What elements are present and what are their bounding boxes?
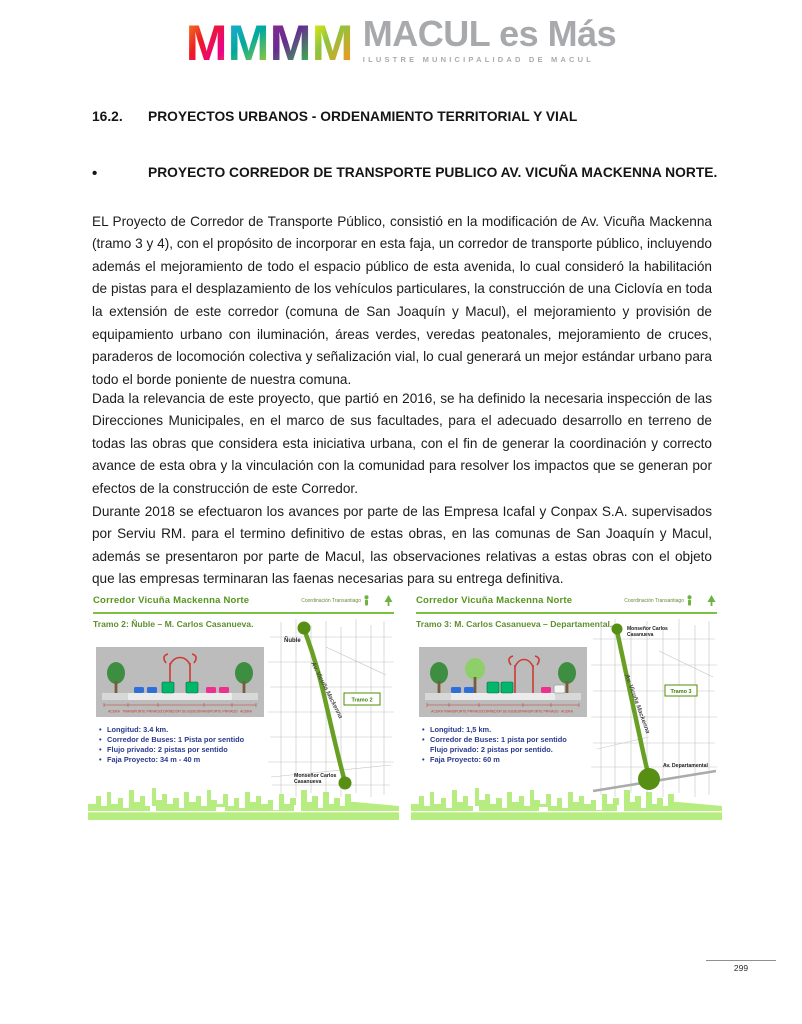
credit-text: Coordinación Transantiago	[301, 597, 361, 604]
spec-item: • Corredor de Buses: 1 pista por sentido	[421, 735, 586, 745]
logo-letter-m3: M	[269, 15, 312, 66]
footer-rule	[706, 960, 776, 961]
brand-title: MACUL es Más	[362, 13, 617, 54]
divider	[93, 612, 394, 614]
figure-subtitle: Tramo 2: Ñuble – M. Carlos Casanueva.	[93, 619, 254, 629]
municipality-logo	[186, 14, 616, 66]
xsec-label: TRANSPORTE PRIVADO	[443, 709, 483, 714]
figure-credit	[301, 595, 394, 606]
route-map	[266, 617, 396, 799]
map-end-label: Monseñor Carlos Casanueva	[294, 773, 337, 785]
tree-icon	[706, 595, 717, 606]
project-heading	[92, 165, 722, 182]
paragraph-3: Durante 2018 se efectuaron los avances por parte de las Empresa Icafal y Conpax S.A. supervisados por Serviu RM. para el termino definitivo de estas obras, en las comunas de San Joaquín y Macul, además se presentaron por parte de Macul, las observaciones relativas a estas obras con el objeto que las empresas terminaran las faenas necesarias para su entrega definitiva.	[92, 503, 712, 587]
map-start-label: Monseñor Carlos Casanueva	[627, 626, 668, 638]
logo-letter-m4: M	[311, 15, 354, 66]
figure-panel-tramo-3	[411, 593, 722, 821]
xsec-label: TRANSPORTE PRIVADO	[122, 709, 162, 714]
tramo-badge-label: Tramo 2	[351, 697, 373, 704]
section-title: PROYECTOS URBANOS - ORDENAMIENTO TERRITORIAL Y VIAL	[148, 109, 578, 124]
logo-letter-m1: M	[185, 15, 228, 66]
figure-title: Corredor Vicuña Mackenna Norte	[416, 595, 573, 606]
xsec-label: ACERA	[561, 709, 573, 714]
person-icon	[686, 595, 704, 606]
brand-subtitle: ILUSTRE MUNICIPALIDAD DE MACUL	[362, 55, 595, 64]
figure-spec-list	[98, 725, 263, 765]
brand-block	[363, 14, 616, 64]
figure-subtitle: Tramo 3: M. Carlos Casanueva – Departamental.	[416, 619, 613, 629]
xsec-label: ACERA	[108, 709, 120, 714]
paragraph-2: Dada la relevancia de este proyecto, que partió en 2016, se ha definido la necesaria inspección de las Direcciones Municipales, en el marco de sus facultades, para el adecuado desarrollo en terreno de todas las obras que considera esta iniciativa urbana, con el fin de generar la coordinación y correcto avance de esta obra y la vinculación con la comunidad para resolver los impactos que se generan por efectos de la construcción de este Corredor.	[92, 390, 712, 496]
spec-item: • Corredor de Buses: 1 Pista por sentido	[98, 735, 263, 745]
spec-item: Flujo privado: 2 pistas por sentido.	[430, 745, 553, 754]
credit-text: Coordinación Transantiago	[624, 597, 684, 604]
route-start-dot	[612, 624, 623, 635]
figure-panel-tramo-2	[88, 593, 399, 821]
project-title: PROYECTO CORREDOR DE TRANSPORTE PUBLICO AV. VICUÑA MACKENNA NORTE.	[148, 165, 718, 180]
map-road-label: Av. Vicuña Mackenna	[309, 660, 344, 720]
xsec-label: TRANSPORTE PRIVADO	[198, 709, 238, 714]
route-line	[617, 631, 649, 776]
spec-item: • Longitud: 3.4 km.	[98, 725, 263, 735]
xsec-label: TRANSPORTE PRIVADO	[519, 709, 559, 714]
divider	[416, 612, 717, 614]
map-end-label: Av. Departamental	[663, 763, 708, 769]
xsec-label: CORREDOR DE BUSES	[482, 709, 520, 714]
page-number: 299	[733, 963, 749, 973]
map-road-label: Av. Vicuña Mackenna	[623, 673, 652, 735]
figure-credit	[624, 595, 717, 606]
figure-title: Corredor Vicuña Mackenna Norte	[93, 595, 250, 606]
bullet-icon: •	[92, 165, 98, 182]
tramo-badge-label: Tramo 3	[670, 689, 692, 695]
route-map	[589, 617, 719, 799]
person-icon	[363, 595, 381, 606]
xsec-label: CORREDOR DE BUSES	[161, 709, 199, 714]
cross-section-diagram	[419, 647, 587, 717]
route-end-dot	[638, 768, 660, 790]
xsec-label: ACERA	[431, 709, 443, 714]
figure-spec-list	[421, 725, 586, 765]
spec-item: • Faja Proyecto: 34 m - 40 m	[98, 755, 263, 765]
section-heading	[92, 109, 722, 124]
route-start-dot	[298, 622, 311, 635]
section-number: 16.2.	[92, 109, 123, 124]
route-end-dot	[339, 777, 352, 790]
cross-section-diagram	[96, 647, 264, 717]
logo-mmmm-icon	[186, 14, 354, 66]
paragraph-1: EL Proyecto de Corredor de Transporte Público, consistió en la modificación de Av. Vicuña Mackenna (tramo 3 y 4), con el propósito de incorporar en esta faja, un corredor de transporte público, incluyendo además el mejoramiento de todo el espacio público de esta avenida, lo cual consideró la habilitación de pistas para el desplazamiento de los vehículos particulares, la construcción de una Ciclovía en toda la extensión de este corredor (comuna de San Joaquín y Macul), el mejoramiento y provisión de equipamiento urbano con iluminación, áreas verdes, veredas peatonales, mejoramiento de cruces, paraderos de locomoción colectiva y señalización vial, lo cual generará un mejor estándar urbano para todo el borde poniente de nuestra comuna.	[92, 213, 712, 387]
spec-item: • Faja Proyecto: 60 m	[421, 755, 586, 765]
xsec-label: ACERA	[240, 709, 252, 714]
logo-letter-m2: M	[227, 15, 270, 66]
spec-item: • Flujo privado: 2 pistas por sentido	[98, 745, 263, 755]
spec-item: • Longitud: 1,5 km.	[421, 725, 586, 735]
tree-icon	[383, 595, 394, 606]
map-start-label: Ñuble	[284, 638, 301, 644]
